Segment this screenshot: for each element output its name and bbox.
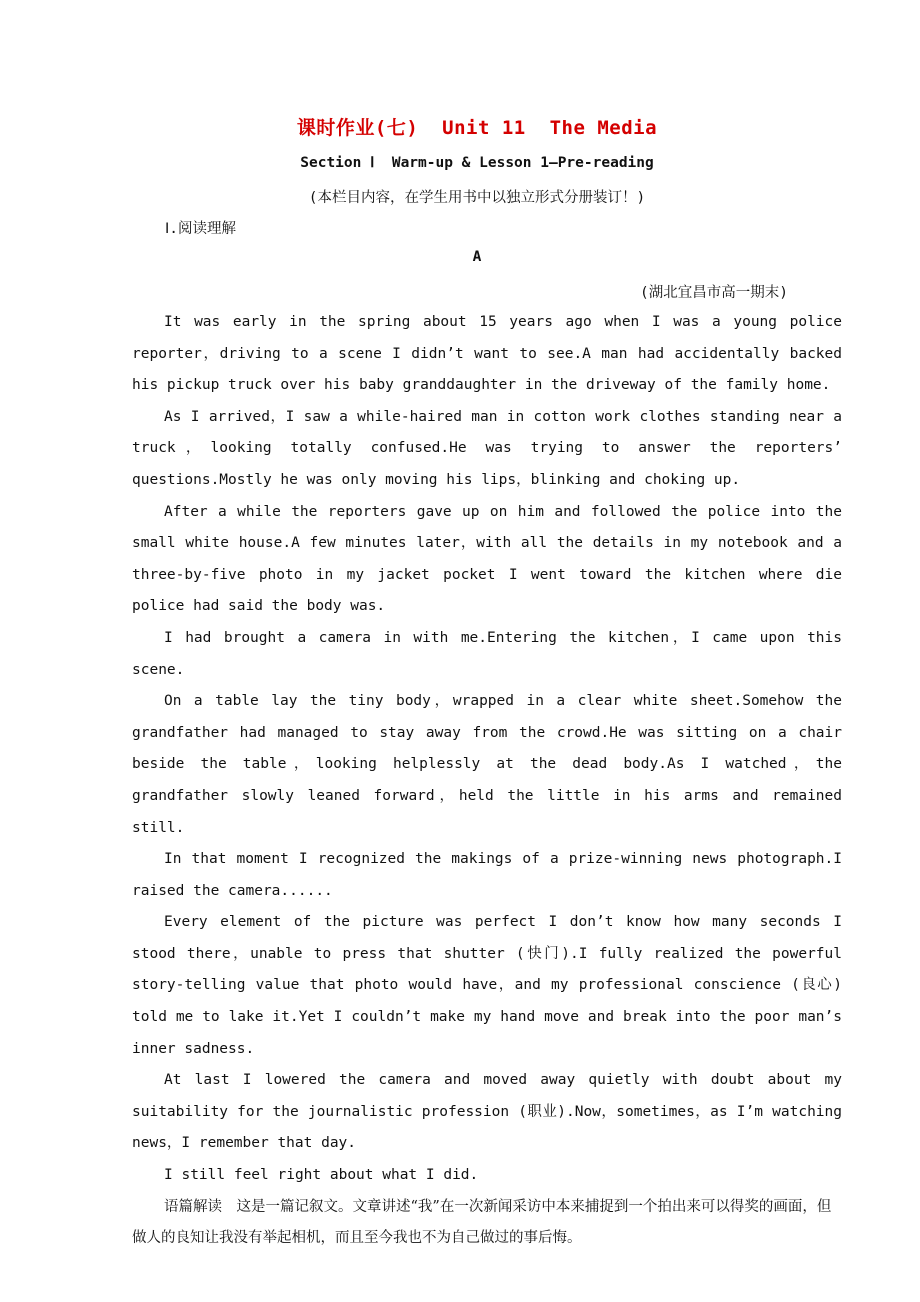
passage-paragraph-9: I still feel right about what I did. [164, 1167, 479, 1184]
part-label-a: A [472, 249, 482, 265]
passage-paragraph-7: Every element of the picture was perfect I don’t know how many seconds I stood there，unable to press that shutter (快门).I fully realized the powerful story-telling value that photo would have，and my professional conscience (良心) told me to lake it.Yet I couldn’t make my hand move and break into the poor man’s inner sadness. [132, 914, 842, 1057]
passage-body [132, 307, 842, 1255]
section-subtitle: Section Ⅰ Warm-up & Lesson 1—Pre-reading [300, 155, 654, 171]
passage-paragraph-6: In that moment I recognized the makings of a prize-winning news photograph.I raised the camera...... [132, 851, 842, 899]
passage-paragraph-1: It was early in the spring about 15 years ago when I was a young police reporter，driving to a scene I didn’t want to see.A man had accidentally backed his pickup truck over his baby granddaughter in the driveway of the family home. [132, 314, 842, 394]
analysis-label: 语篇解读 [164, 1198, 222, 1215]
page-title: 课时作业(七) Unit 11 The Media [296, 117, 658, 139]
source-label: (湖北宜昌市高一期末) [640, 285, 788, 301]
passage-paragraph-4: I had brought a camera in with me.Entering the kitchen，I came upon this scene. [132, 629, 842, 678]
binding-note: (本栏目内容，在学生用书中以独立形式分册装订！) [308, 190, 646, 206]
passage-analysis [132, 1192, 842, 1255]
passage-paragraph-8: At last I lowered the camera and moved away quietly with doubt about my suitability for the journalistic profession (职业).Now，sometimes，as I’m watching news，I remember that day. [132, 1072, 842, 1152]
passage-paragraph-5: On a table lay the tiny body，wrapped in a clear white sheet.Somehow the grandfather had managed to stay away from the crowd.He was sitting on a chair beside the table，looking helplessly at the dead body.As I watched，the grandfather slowly leaned forward，held the little in his arms and remained still. [132, 693, 842, 836]
section-heading-reading: Ⅰ.阅读理解 [165, 221, 237, 237]
analysis-text: 这是一篇记叙文。文章讲述“我”在一次新闻采访中本来捕捉到一个拍出来可以得奖的画面，但做人的良知让我没有举起相机，而且至今我也不为自己做过的事后悔。 [132, 1198, 832, 1247]
passage-paragraph-2: As I arrived，I saw a while-haired man in cotton work clothes standing near a truck，looking totally confused.He was trying to answer the reporters’ questions.Mostly he was only moving his lips，blinking and choking up. [132, 408, 842, 488]
passage-paragraph-3: After a while the reporters gave up on him and followed the police into the small white house.A few minutes later，with all the details in my notebook and a three-by-five photo in my jacket pocket I went toward the kitchen where die police had said the body was. [132, 503, 842, 615]
